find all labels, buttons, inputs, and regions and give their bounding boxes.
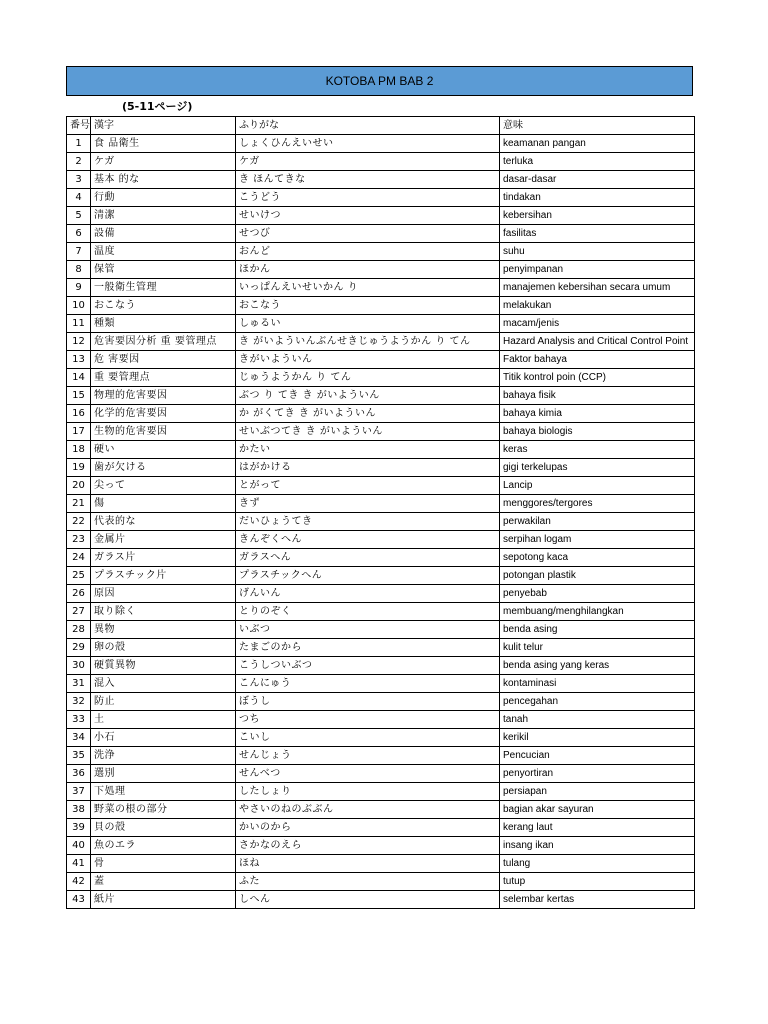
kanji-cell: ガラス片 xyxy=(91,549,236,567)
table-row xyxy=(67,135,695,153)
kanji-cell: 混入 xyxy=(91,675,236,693)
table-row xyxy=(67,657,695,675)
table-row xyxy=(67,171,695,189)
meaning-cell: bagian akar sayuran xyxy=(500,801,695,819)
table-row xyxy=(67,603,695,621)
row-number: 36 xyxy=(67,765,91,783)
furigana-cell: だいひょうてき xyxy=(236,513,500,531)
kanji-cell: プラスチック片 xyxy=(91,567,236,585)
furigana-cell: したしょり xyxy=(236,783,500,801)
kanji-cell: 硬い xyxy=(91,441,236,459)
meaning-cell: serpihan logam xyxy=(500,531,695,549)
furigana-cell: しへん xyxy=(236,891,500,909)
row-number: 18 xyxy=(67,441,91,459)
furigana-cell: せんべつ xyxy=(236,765,500,783)
meaning-cell: membuang/menghilangkan xyxy=(500,603,695,621)
table-row xyxy=(67,189,695,207)
kanji-cell: 蓋 xyxy=(91,873,236,891)
kanji-cell: 種類 xyxy=(91,315,236,333)
row-number: 28 xyxy=(67,621,91,639)
kanji-cell: 土 xyxy=(91,711,236,729)
row-number: 42 xyxy=(67,873,91,891)
furigana-cell: せいぶつてき き がいよういん xyxy=(236,423,500,441)
meaning-cell: benda asing xyxy=(500,621,695,639)
kanji-cell: 紙片 xyxy=(91,891,236,909)
meaning-cell: benda asing yang keras xyxy=(500,657,695,675)
table-row xyxy=(67,243,695,261)
kanji-cell: 生物的危害要因 xyxy=(91,423,236,441)
furigana-cell: こうしついぶつ xyxy=(236,657,500,675)
meaning-cell: insang ikan xyxy=(500,837,695,855)
kanji-cell: おこなう xyxy=(91,297,236,315)
meaning-cell: Hazard Analysis and Critical Control Point xyxy=(500,333,695,351)
furigana-cell: き ほんてきな xyxy=(236,171,500,189)
meaning-cell: persiapan xyxy=(500,783,695,801)
table-row xyxy=(67,567,695,585)
table-header-row xyxy=(67,117,695,135)
kanji-cell: 取り除く xyxy=(91,603,236,621)
furigana-cell: やさいのねのぶぶん xyxy=(236,801,500,819)
kanji-cell: 尖って xyxy=(91,477,236,495)
table-row xyxy=(67,315,695,333)
furigana-cell: ガラスへん xyxy=(236,549,500,567)
kanji-cell: 危 害要因 xyxy=(91,351,236,369)
table-row xyxy=(67,729,695,747)
meaning-cell: dasar-dasar xyxy=(500,171,695,189)
furigana-cell: ふた xyxy=(236,873,500,891)
column-header-meaning: 意味 xyxy=(500,117,695,135)
kanji-cell: 卵の殻 xyxy=(91,639,236,657)
meaning-cell: menggores/tergores xyxy=(500,495,695,513)
table-row xyxy=(67,765,695,783)
table-row xyxy=(67,423,695,441)
furigana-cell: かたい xyxy=(236,441,500,459)
row-number: 27 xyxy=(67,603,91,621)
table-row xyxy=(67,405,695,423)
column-header-number: 番号 xyxy=(67,117,91,135)
kanji-cell: 基本 的な xyxy=(91,171,236,189)
meaning-cell: gigi terkelupas xyxy=(500,459,695,477)
row-number: 1 xyxy=(67,135,91,153)
row-number: 30 xyxy=(67,657,91,675)
meaning-cell: pencegahan xyxy=(500,693,695,711)
meaning-cell: terluka xyxy=(500,153,695,171)
kanji-cell: 骨 xyxy=(91,855,236,873)
kanji-cell: 選別 xyxy=(91,765,236,783)
furigana-cell: プラスチックへん xyxy=(236,567,500,585)
row-number: 33 xyxy=(67,711,91,729)
kanji-cell: 防止 xyxy=(91,693,236,711)
meaning-cell: melakukan xyxy=(500,297,695,315)
row-number: 43 xyxy=(67,891,91,909)
table-row xyxy=(67,333,695,351)
furigana-cell: こうどう xyxy=(236,189,500,207)
kanji-cell: 傷 xyxy=(91,495,236,513)
table-row xyxy=(67,513,695,531)
kanji-cell: 危害要因分析 重 要管理点 xyxy=(91,333,236,351)
table-row xyxy=(67,819,695,837)
row-number: 10 xyxy=(67,297,91,315)
furigana-cell: つち xyxy=(236,711,500,729)
row-number: 22 xyxy=(67,513,91,531)
table-row xyxy=(67,153,695,171)
row-number: 8 xyxy=(67,261,91,279)
furigana-cell: おこなう xyxy=(236,297,500,315)
table-row xyxy=(67,873,695,891)
meaning-cell: tanah xyxy=(500,711,695,729)
furigana-cell: げんいん xyxy=(236,585,500,603)
page-title: KOTOBA PM BAB 2 xyxy=(325,74,434,88)
furigana-cell: か がくてき き がいよういん xyxy=(236,405,500,423)
meaning-cell: penyimpanan xyxy=(500,261,695,279)
row-number: 14 xyxy=(67,369,91,387)
meaning-cell: sepotong kaca xyxy=(500,549,695,567)
kanji-cell: 貝の殻 xyxy=(91,819,236,837)
meaning-cell: perwakilan xyxy=(500,513,695,531)
table-row xyxy=(67,891,695,909)
row-number: 37 xyxy=(67,783,91,801)
table-row xyxy=(67,207,695,225)
kanji-cell: 小石 xyxy=(91,729,236,747)
furigana-cell: せいけつ xyxy=(236,207,500,225)
row-number: 4 xyxy=(67,189,91,207)
row-number: 9 xyxy=(67,279,91,297)
table-row xyxy=(67,477,695,495)
kanji-cell: 物理的危害要因 xyxy=(91,387,236,405)
furigana-cell: おんど xyxy=(236,243,500,261)
row-number: 13 xyxy=(67,351,91,369)
kanji-cell: 硬質異物 xyxy=(91,657,236,675)
row-number: 11 xyxy=(67,315,91,333)
row-number: 25 xyxy=(67,567,91,585)
meaning-cell: suhu xyxy=(500,243,695,261)
meaning-cell: keras xyxy=(500,441,695,459)
meaning-cell: bahaya biologis xyxy=(500,423,695,441)
meaning-cell: tindakan xyxy=(500,189,695,207)
row-number: 19 xyxy=(67,459,91,477)
table-body xyxy=(67,135,695,909)
kanji-cell: 設備 xyxy=(91,225,236,243)
kanji-cell: 原因 xyxy=(91,585,236,603)
row-number: 6 xyxy=(67,225,91,243)
meaning-cell: kebersihan xyxy=(500,207,695,225)
table-row xyxy=(67,693,695,711)
furigana-cell: とりのぞく xyxy=(236,603,500,621)
row-number: 5 xyxy=(67,207,91,225)
row-number: 26 xyxy=(67,585,91,603)
kanji-cell: 洗浄 xyxy=(91,747,236,765)
furigana-cell: こいし xyxy=(236,729,500,747)
furigana-cell: いっぱんえいせいかん り xyxy=(236,279,500,297)
kanji-cell: 下処理 xyxy=(91,783,236,801)
kanji-cell: 温度 xyxy=(91,243,236,261)
furigana-cell: ぼうし xyxy=(236,693,500,711)
kanji-cell: 化学的危害要因 xyxy=(91,405,236,423)
furigana-cell: しょくひんえいせい xyxy=(236,135,500,153)
row-number: 34 xyxy=(67,729,91,747)
meaning-cell: tutup xyxy=(500,873,695,891)
meaning-cell: selembar kertas xyxy=(500,891,695,909)
row-number: 38 xyxy=(67,801,91,819)
table-row xyxy=(67,639,695,657)
kanji-cell: 重 要管理点 xyxy=(91,369,236,387)
table-row xyxy=(67,747,695,765)
kanji-cell: 歯が欠ける xyxy=(91,459,236,477)
table-row xyxy=(67,711,695,729)
meaning-cell: kulit telur xyxy=(500,639,695,657)
row-number: 12 xyxy=(67,333,91,351)
kanji-cell: 保管 xyxy=(91,261,236,279)
row-number: 23 xyxy=(67,531,91,549)
table-row xyxy=(67,225,695,243)
table-row xyxy=(67,783,695,801)
furigana-cell: さかなのえら xyxy=(236,837,500,855)
row-number: 21 xyxy=(67,495,91,513)
furigana-cell: ぶつ り てき き がいよういん xyxy=(236,387,500,405)
furigana-cell: ほかん xyxy=(236,261,500,279)
furigana-cell: じゅうようかん り てん xyxy=(236,369,500,387)
meaning-cell: Titik kontrol poin (CCP) xyxy=(500,369,695,387)
meaning-cell: kontaminasi xyxy=(500,675,695,693)
kanji-cell: 一般衛生管理 xyxy=(91,279,236,297)
furigana-cell: きんぞくへん xyxy=(236,531,500,549)
table-row xyxy=(67,351,695,369)
furigana-cell: せんじょう xyxy=(236,747,500,765)
table-row xyxy=(67,459,695,477)
furigana-cell: ケガ xyxy=(236,153,500,171)
title-banner xyxy=(66,66,693,96)
furigana-cell: きず xyxy=(236,495,500,513)
furigana-cell: しゅるい xyxy=(236,315,500,333)
furigana-cell: はがかける xyxy=(236,459,500,477)
row-number: 15 xyxy=(67,387,91,405)
kanji-cell: 野菜の根の部分 xyxy=(91,801,236,819)
row-number: 32 xyxy=(67,693,91,711)
table-row xyxy=(67,585,695,603)
kanji-cell: ケガ xyxy=(91,153,236,171)
row-number: 31 xyxy=(67,675,91,693)
kanji-cell: 食 品衛生 xyxy=(91,135,236,153)
meaning-cell: Lancip xyxy=(500,477,695,495)
kanji-cell: 魚のエラ xyxy=(91,837,236,855)
furigana-cell: き がいよういんぶんせきじゅうようかん り てん xyxy=(236,333,500,351)
table-row xyxy=(67,549,695,567)
row-number: 29 xyxy=(67,639,91,657)
row-number: 40 xyxy=(67,837,91,855)
kanji-cell: 清潔 xyxy=(91,207,236,225)
table-row xyxy=(67,855,695,873)
table-row xyxy=(67,801,695,819)
kanji-cell: 金属片 xyxy=(91,531,236,549)
furigana-cell: たまごのから xyxy=(236,639,500,657)
meaning-cell: manajemen kebersihan secara umum xyxy=(500,279,695,297)
table-row xyxy=(67,495,695,513)
column-header-kanji: 漢字 xyxy=(91,117,236,135)
table-row xyxy=(67,261,695,279)
row-number: 3 xyxy=(67,171,91,189)
row-number: 17 xyxy=(67,423,91,441)
meaning-cell: Pencucian xyxy=(500,747,695,765)
furigana-cell: かいのから xyxy=(236,819,500,837)
page-range-label: (5-11ページ) xyxy=(122,100,193,113)
furigana-cell: とがって xyxy=(236,477,500,495)
row-number: 24 xyxy=(67,549,91,567)
row-number: 41 xyxy=(67,855,91,873)
furigana-cell: きがいよういん xyxy=(236,351,500,369)
table-row xyxy=(67,441,695,459)
meaning-cell: keamanan pangan xyxy=(500,135,695,153)
furigana-cell: せつび xyxy=(236,225,500,243)
furigana-cell: こんにゅう xyxy=(236,675,500,693)
meaning-cell: Faktor bahaya xyxy=(500,351,695,369)
meaning-cell: kerang laut xyxy=(500,819,695,837)
row-number: 16 xyxy=(67,405,91,423)
meaning-cell: penyortiran xyxy=(500,765,695,783)
row-number: 2 xyxy=(67,153,91,171)
table-row xyxy=(67,279,695,297)
table-row xyxy=(67,531,695,549)
meaning-cell: tulang xyxy=(500,855,695,873)
table-row xyxy=(67,387,695,405)
kanji-cell: 代表的な xyxy=(91,513,236,531)
row-number: 39 xyxy=(67,819,91,837)
meaning-cell: penyebab xyxy=(500,585,695,603)
kanji-cell: 行動 xyxy=(91,189,236,207)
kanji-cell: 異物 xyxy=(91,621,236,639)
furigana-cell: ほね xyxy=(236,855,500,873)
meaning-cell: kerikil xyxy=(500,729,695,747)
vocabulary-table xyxy=(66,116,695,909)
meaning-cell: bahaya kimia xyxy=(500,405,695,423)
table-row xyxy=(67,837,695,855)
row-number: 7 xyxy=(67,243,91,261)
table-row xyxy=(67,369,695,387)
row-number: 35 xyxy=(67,747,91,765)
meaning-cell: macam/jenis xyxy=(500,315,695,333)
row-number: 20 xyxy=(67,477,91,495)
table-row xyxy=(67,621,695,639)
table-row xyxy=(67,297,695,315)
table-row xyxy=(67,675,695,693)
furigana-cell: いぶつ xyxy=(236,621,500,639)
meaning-cell: potongan plastik xyxy=(500,567,695,585)
meaning-cell: fasilitas xyxy=(500,225,695,243)
meaning-cell: bahaya fisik xyxy=(500,387,695,405)
column-header-furigana: ふりがな xyxy=(236,117,500,135)
